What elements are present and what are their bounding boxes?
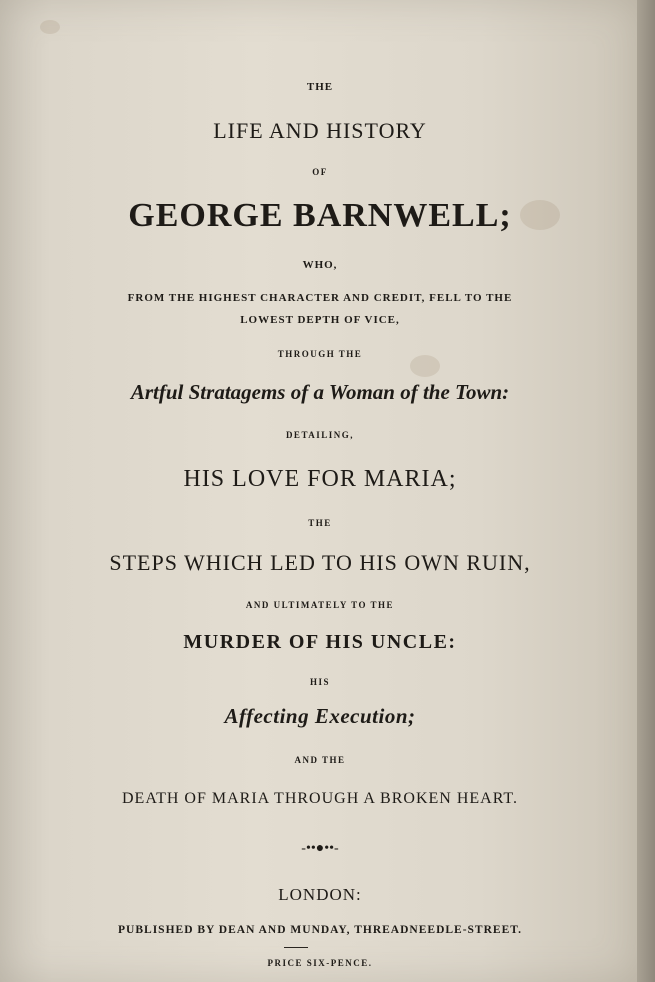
subtitle-steps: STEPS WHICH LED TO HIS OWN RUIN, — [109, 550, 531, 575]
subtitle-who: WHO, — [302, 259, 338, 271]
subtitle-the: THE — [308, 518, 332, 528]
subtitle-his: HIS — [309, 677, 330, 687]
subtitle-death: DEATH OF MARIA THROUGH A BROKEN HEART. — [121, 790, 519, 807]
ornament-divider: -••●••- — [301, 841, 339, 856]
subtitle-artful: Artful Stratagems of a Woman of the Town: — [130, 380, 510, 404]
subtitle-and-the: AND THE — [294, 755, 346, 765]
subtitle-from-line1: FROM THE HIGHEST CHARACTER AND CREDIT, FELL TO THE — [127, 292, 513, 304]
title-of: OF — [312, 167, 328, 177]
subtitle-from-line2: LOWEST DEPTH OF VICE, — [240, 314, 400, 326]
page-edge-shadow — [637, 0, 655, 982]
subtitle-murder: MURDER OF HIS UNCLE: — [183, 631, 457, 653]
subtitle-through-the: THROUGH THE — [277, 349, 363, 359]
paper-stain — [40, 20, 60, 34]
imprint-london: LONDON: — [278, 885, 362, 904]
imprint-price: PRICE SIX-PENCE. — [267, 958, 373, 968]
subtitle-ultimately: AND ULTIMATELY TO THE — [245, 600, 395, 610]
imprint-rule — [284, 947, 308, 948]
imprint-publisher: PUBLISHED BY DEAN AND MUNDAY, THREADNEEDLE-STREET. — [118, 924, 522, 936]
title-life-and-history: LIFE AND HISTORY — [213, 118, 427, 143]
subtitle-execution: Affecting Execution; — [224, 704, 416, 728]
subtitle-love: HIS LOVE FOR MARIA; — [183, 466, 457, 492]
title-name: GEORGE BARNWELL; — [128, 197, 512, 234]
title-the: THE — [306, 81, 334, 93]
subtitle-detailing: DETAILING, — [285, 430, 355, 440]
